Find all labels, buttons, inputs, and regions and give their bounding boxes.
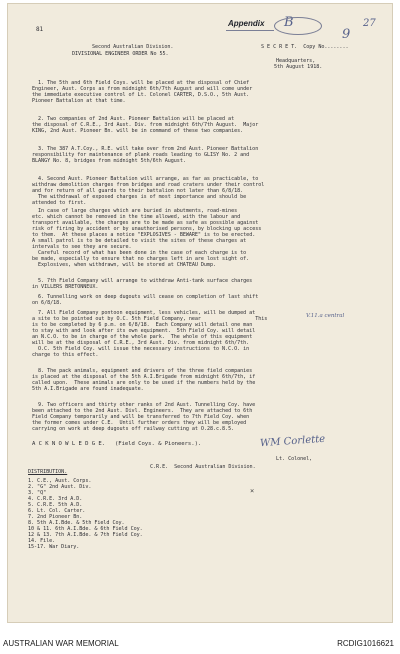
body-line: In case of large charges which are buried in abutments, road-mines [38, 208, 238, 214]
body-line: be made, especially to ensure that no charges left in are lost sight of. [32, 256, 250, 262]
distribution-heading: DISTRIBUTION. [28, 469, 68, 475]
body-line: 4. Second Aust. Pioneer Battalion will arrange, as far as practicable, to [38, 176, 259, 182]
body-line: withdraw demolition charges from bridges and road craters under their control [32, 182, 265, 188]
body-line: O.C. 5th Field Coy. will issue the necessary instructions to N.C.O. in [38, 346, 250, 352]
distribution-item: 14. File. [28, 538, 56, 544]
body-line: the immediate executive control of Lt. Colonel CARTER, D.S.O., 5th Aust. [32, 92, 250, 98]
body-line: Engineer, Aust. Corps as from midnight 6th/7th August and will come under [32, 86, 253, 92]
distribution-item: 5. C.R.E. 5th A.D. [28, 502, 83, 508]
body-line: 2. Two companies of 2nd Aust. Pioneer Battalion will be placed at [38, 116, 235, 122]
body-line: on 6/8/18. [32, 300, 63, 306]
appendix-circle [274, 17, 322, 35]
signature: WM Corlette [259, 433, 326, 450]
distribution-item: 4. C.R.E. 3rd A.D. [28, 496, 83, 502]
file-number: 81 [36, 26, 44, 33]
acknowledge-line: A C K N O W L E D G E. (Field Coys. & Pioneers.). [32, 441, 202, 447]
distribution-item: 12 & 13. 7th A.I.Bde. & 7th Field Coy. [28, 532, 143, 538]
body-line: called upon. These animals are only to be used if the numbers held by the [32, 380, 256, 386]
body-line: Pioneer Battalion at that time. [32, 98, 126, 104]
body-line: will be at the disposal of C.R.E., 3rd Aust. Div. from midnight 6th/7th. [32, 340, 250, 346]
distribution-item: 2. "G" 2nd Aust. Div. [28, 484, 92, 490]
body-line: 5. 7th Field Company will arrange to withdraw Anti-tank surface charges [38, 278, 253, 284]
stamp-underline [226, 30, 274, 31]
body-line: transport available, the charges are to be made as safe as possible against [32, 220, 259, 226]
body-line: 1. The 5th and 6th Field Coys. will be placed at the disposal of Chief [38, 80, 250, 86]
secret-copy: S E C R E T. Copy No........ [261, 44, 349, 50]
distribution-item: 10 & 11. 6th A.I.Bde. & 6th Field Coy. [28, 526, 143, 532]
signature-title: C.R.E. Second Australian Division. [150, 464, 256, 470]
archive-record-id: RCDIG1016621 [337, 639, 394, 648]
body-line: KING, 2nd Aust. Pioneer Bn. will be in command of these two companies. [32, 128, 244, 134]
archive-name: AUSTRALIAN WAR MEMORIAL [3, 639, 119, 648]
body-line: 7. All Field Company pontoon equipment, less vehicles, will be dumped at [38, 310, 256, 316]
body-line: is to be completed by 6 p.m. on 6/8/18. Each Company will detail one man [32, 322, 253, 328]
body-line: is placed at the disposal of the 5th A.I.Brigade from midnight 6th/7th, if [32, 374, 256, 380]
distribution-item: 6. Lt. Col. Carter. [28, 508, 86, 514]
appendix-letter: B [284, 15, 294, 30]
body-line: the former comes under C.E. Until further orders they will be employed [32, 420, 247, 426]
body-line: risk of firing by accident or by unauthorised persons, by blocking up access [32, 226, 262, 232]
body-line: carrying on work at deep dugouts off railway cutting at O.28.c.8.5. [32, 426, 235, 432]
body-line: and for return of all guards to their battalion not later than 6/8/18. [32, 188, 244, 194]
sheet-number: 9 [342, 27, 351, 42]
distribution-item: 7. 2nd Pioneer Bn. [28, 514, 83, 520]
headquarters: Headquarters, [276, 58, 316, 64]
distribution-item: 3. "Q" [28, 490, 47, 496]
body-line: attended to first. [32, 200, 87, 206]
archive-footer [0, 630, 400, 654]
body-line: 8. The pack animals, equipment and drivers of the three field companies [38, 368, 253, 374]
order-title: DIVISIONAL ENGINEER ORDER No 55. [72, 51, 169, 57]
body-line: a site to be pointed out by O.C. 5th Field Company, near This [32, 316, 268, 322]
body-line: A small patrol is to be detailed to visit the sites of these charges at [32, 238, 247, 244]
order-date: 5th August 1918. [274, 64, 323, 70]
body-line: etc. which cannot be removed in the time allowed, with the labour and [32, 214, 241, 220]
appendix-stamp: Appendix [228, 19, 265, 28]
pen-mark: × [250, 487, 255, 495]
page-number: 27 [363, 18, 376, 29]
body-line: responsibility for maintenance of plank roads leading to GLISY No. 2 and [32, 152, 250, 158]
body-line: 9. Two officers and thirty other ranks of 2nd Aust. Tunnelling Coy. have [38, 402, 256, 408]
signature-rank: Lt. Colonel, [276, 456, 313, 462]
document-page [7, 3, 393, 623]
handwritten-pontoon-site: V.11.a central [306, 313, 345, 319]
distribution-item: 15-17. War Diary. [28, 544, 80, 550]
body-line: the disposal of C.R.E., 3rd Aust. Div. from midnight 6th/7th August. Major [32, 122, 259, 128]
body-line: intervals to see they are secure. [32, 244, 132, 250]
body-line: 5th A.I.Brigade are found inadequate. [32, 386, 144, 392]
body-line: BLANGY No. 8, bridges from midnight 5th/6th August. [32, 158, 186, 164]
body-line: 6. Tunnelling work on deep dugouts will cease on completion of last shift [38, 294, 259, 300]
body-line: The withdrawal of exposed charges is of most importance and should be [38, 194, 247, 200]
body-line: charge to this effect. [32, 352, 99, 358]
body-line: to stay with and look after its own equipment. 5th Field Coy. will detail [32, 328, 256, 334]
body-line: in VILLERS BRETONNEUX. [32, 284, 99, 290]
distribution-item: 8. 5th A.I.Bde. & 5th Field Coy. [28, 520, 125, 526]
body-line: to them. At these places a notice "EXPLOSIVES - BEWARE" is to be erected. [32, 232, 256, 238]
body-line: Explosives, when withdrawn, will be stored at CHATEAU Dump. [38, 262, 216, 268]
body-line: Field Company temporarily and will be transferred to 7th Field Coy. when [32, 414, 250, 420]
body-line: an N.C.O. to be in charge of the whole park. The whole of this equipment [32, 334, 253, 340]
body-line: been attached to the 2nd Aust. Divl. Engineers. They are attached to 6th [32, 408, 253, 414]
distribution-item: 1. C.E., Aust. Corps. [28, 478, 92, 484]
body-line: Careful record of what has been done in the case of each charge is to [38, 250, 247, 256]
division-name: Second Australian Division. [92, 44, 174, 50]
body-line: 3. The 387 A.T.Coy., R.E. will take over from 2nd Aust. Pioneer Battalion [38, 146, 259, 152]
